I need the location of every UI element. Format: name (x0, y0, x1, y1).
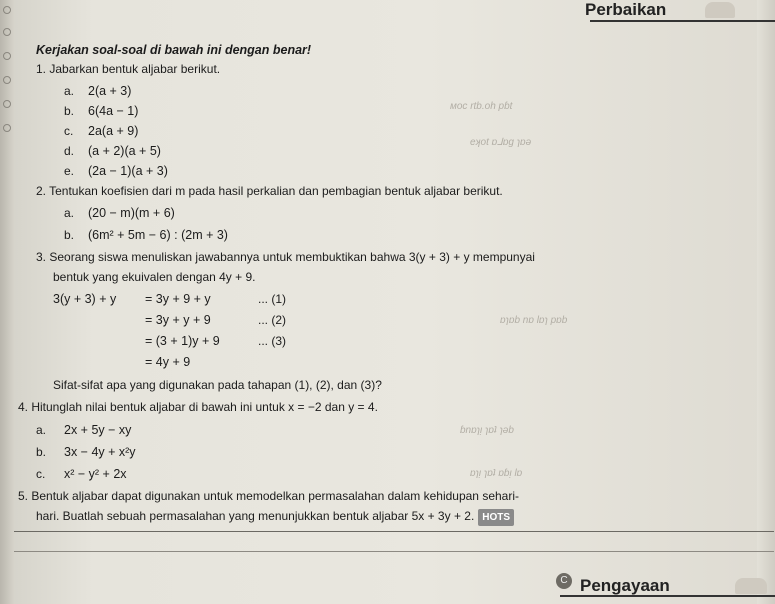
q1-item-label: d. (64, 144, 75, 158)
q1-item-expr: 2(a + 3) (88, 84, 132, 98)
proof-step: = 3y + y + 9 (145, 313, 211, 327)
page-binding (0, 0, 14, 604)
q1-item-expr: (a + 2)(a + 5) (88, 144, 161, 158)
proof-step: = (3 + 1)y + 9 (145, 334, 220, 348)
question-3-line-2: bentuk yang ekuivalen dengan 4y + 9. (53, 270, 256, 284)
proof-step-tag: ... (2) (258, 313, 287, 327)
section-title: Perbaikan (585, 0, 667, 19)
section-divider (14, 551, 774, 552)
q2-item-label: a. (64, 206, 75, 220)
q4-item-expr: x² − y² + 2x (64, 467, 127, 481)
question-5-line-2 (36, 509, 514, 526)
q1-item-label: e. (64, 164, 75, 178)
question-2: 2. Tentukan koefisien dari m pada hasil perkalian dan pembagian bentuk aljabar berikut. (36, 184, 503, 198)
binding-ring-icon (3, 6, 11, 14)
q4-item-label: b. (36, 445, 47, 459)
q1-item-expr: (2a − 1)(a + 3) (88, 164, 168, 178)
binding-ring-icon (3, 124, 11, 132)
q4-item-label: c. (36, 467, 46, 481)
proof-step: = 3y + 9 + y (145, 292, 211, 306)
question-5-text: hari. Buatlah sebuah permasalahan yang menunjukkan bentuk aljabar 5x + 3y + 2. (36, 509, 475, 523)
question-1: 1. Jabarkan bentuk aljabar berikut. (36, 62, 221, 76)
instruction-text: Kerjakan soal-soal di bawah ini dengan benar! (36, 43, 312, 57)
right-page-edge (757, 0, 775, 604)
q1-item-expr: 2a(a + 9) (88, 124, 139, 138)
binding-ring-icon (3, 100, 11, 108)
section-badge-icon: C (556, 573, 572, 589)
question-5-line-1: 5. Bentuk aljabar dapat digunakan untuk memodelkan permasalahan dalam kehidupan sehari- (18, 489, 519, 503)
q2-item-label: b. (64, 228, 75, 242)
q1-item-expr: 6(4a − 1) (88, 104, 139, 118)
section-divider (14, 531, 774, 532)
binding-ring-icon (3, 76, 11, 84)
footer-tab-decoration (735, 578, 767, 594)
q2-item-expr: (6m² + 5m − 6) : (2m + 3) (88, 228, 228, 242)
next-section-title: Pengayaan (580, 576, 670, 595)
footer-underline (560, 595, 775, 597)
hots-badge: HOTS (478, 509, 514, 526)
binding-ring-icon (3, 52, 11, 60)
proof-step: = 4y + 9 (145, 355, 191, 369)
q2-item-expr: (20 − m)(m + 6) (88, 206, 175, 220)
header-underline (590, 20, 775, 22)
binding-ring-icon (3, 28, 11, 36)
question-4: 4. Hitunglah nilai bentuk aljabar di bawah ini untuk x = −2 dan y = 4. (18, 400, 378, 414)
textbook-page: ᴍᴏᴄ rtb.oh pɓt eʞot ɒ⅃ɒg ɿɒǝ ɒɿɒb nɒ lɒɿ pɒb ɓnɒɿᴉ ɿɒʇ ɿǝb ɒɿᴉ ɿɒʇ ɒɓᴉ lɒ Perbaikan Kerjakan soal-soal di bawah ini dengan benar! 1. Jabarkan bentuk aljabar berikut. a. 2(a + 3) b. 6(4a − 1) c. 2a(a + 9) d. (a + 2)(a + 5) e. (2a − 1)(a + 3) 2. Tentukan koefisien dari m pada hasil perkalian dan pembagian bentuk aljabar berikut. a. (20 − m)(m + 6) b. (6m² + 5m − 6) : (2m + 3) 3. Seorang siswa menuliskan jawabannya untuk membuktikan bahwa 3(y + 3) + y mempunyai bentuk yang ekuivalen dengan 4y + 9. 3(y + 3) + y = 3y + 9 + y ... (1) = 3y + y + 9 ... (2) = (3 + 1)y + 9 ... (3) = 4y + 9 Sifat-sifat apa yang digunakan pada tahapan (1), (2), dan (3)? 4. Hitunglah nilai bentuk aljabar di bawah ini untuk x = −2 dan y = 4. a. 2x + 5y − xy b. 3x − 4y + x²y c. x² − y² + 2x 5. Bentuk aljabar dapat digunakan untuk memodelkan permasalahan dalam kehidupan sehari- hari. Buatlah sebuah permasalahan yang menunjukkan bentuk aljabar 5x + 3y + 2. HOTS C Pengayaan (0, 0, 775, 604)
proof-step-tag: ... (3) (258, 334, 287, 348)
q4-item-label: a. (36, 423, 47, 437)
q4-item-expr: 3x − 4y + x²y (64, 445, 136, 459)
header-tab-decoration (705, 2, 735, 18)
question-3-line-1: 3. Seorang siswa menuliskan jawabannya untuk membuktikan bahwa 3(y + 3) + y mempunyai (36, 250, 535, 264)
q1-item-label: a. (64, 84, 75, 98)
proof-step-tag: ... (1) (258, 292, 287, 306)
q1-item-label: b. (64, 104, 75, 118)
q4-item-expr: 2x + 5y − xy (64, 423, 132, 437)
proof-lhs: 3(y + 3) + y (53, 292, 117, 306)
question-3-prompt: Sifat-sifat apa yang digunakan pada tahapan (1), (2), dan (3)? (53, 378, 382, 392)
q1-item-label: c. (64, 124, 74, 138)
